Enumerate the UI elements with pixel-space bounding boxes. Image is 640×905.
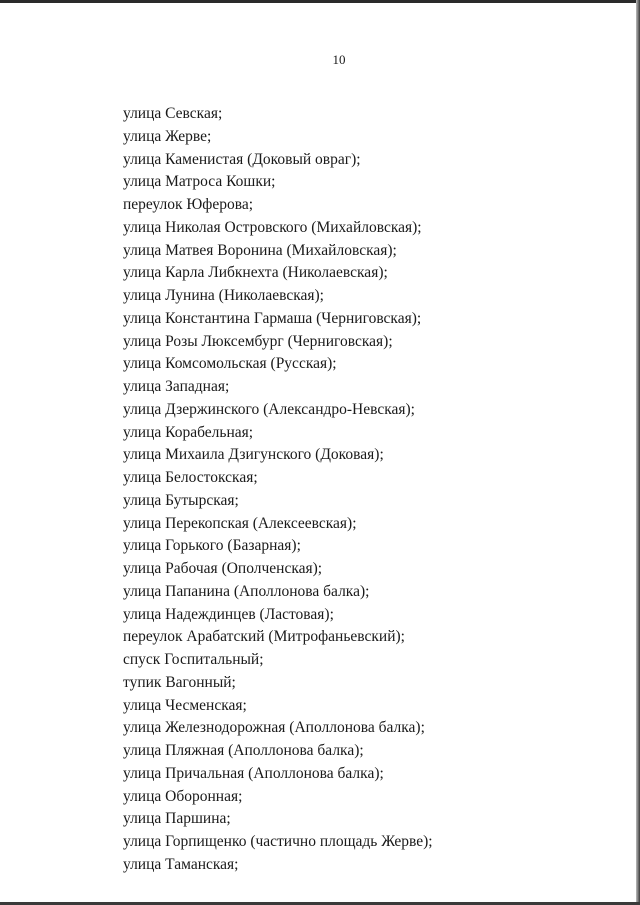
street-list-item: улица Каменистая (Доковый овраг); — [123, 150, 361, 168]
street-list-item: улица Розы Люксембург (Черниговская); — [123, 332, 393, 350]
street-list-item: улица Надеждинцев (Ластовая); — [123, 605, 334, 623]
street-list-item: улица Западная; — [123, 378, 230, 395]
street-list-item: улица Корабельная; — [123, 423, 254, 441]
street-list-item: улица Лунина (Николаевская); — [123, 287, 324, 304]
scan-border-right — [636, 0, 640, 905]
street-list-item: улица Матвея Воронина (Михайловская); — [123, 241, 397, 259]
street-list-item: улица Дзержинского (Александро-Невская); — [123, 400, 415, 418]
street-list-item: спуск Госпитальный; — [123, 651, 264, 668]
page-number: 10 — [332, 52, 346, 67]
street-list-item: улица Константина Гармаша (Черниговская); — [123, 309, 422, 327]
scan-border-top — [0, 0, 640, 3]
street-list-item: улица Жерве; — [123, 127, 212, 145]
street-list-item: улица Матроса Кошки; — [123, 173, 276, 191]
street-list-item: улица Карла Либкнехта (Николаевская); — [123, 264, 388, 282]
street-list-item: улица Железнодорожная (Аполлонова балка); — [123, 719, 425, 737]
street-list-item: переулок Арабатский (Митрофаньевский); — [123, 628, 405, 646]
street-list-item: улица Таманская; — [123, 855, 239, 873]
street-list — [123, 104, 433, 878]
street-list-item: улица Папанина (Аполлонова балка); — [123, 582, 370, 600]
street-list-item: переулок Юферова; — [123, 196, 254, 213]
street-list-item: улица Причальная (Аполлонова балка); — [123, 764, 384, 782]
street-list-item: улица Рабочая (Ополченская); — [123, 560, 323, 577]
street-list-item: улица Михаила Дзигунского (Доковая); — [123, 446, 384, 464]
street-list-item: улица Горького (Базарная); — [123, 537, 301, 555]
street-list-item: улица Комсомольская (Русская); — [123, 355, 337, 373]
street-list-item: улица Бутырская; — [123, 491, 239, 509]
street-list-item: улица Перекопская (Алексеевская); — [123, 514, 357, 532]
street-list-item: улица Чесменская; — [123, 696, 247, 714]
street-list-item: улица Паршина; — [123, 810, 231, 828]
street-list-item: улица Горпищенко (частично площадь Жерве); — [123, 833, 433, 850]
street-list-item: улица Николая Островского (Михайловская); — [123, 218, 422, 236]
street-list-item: улица Севская; — [123, 105, 223, 122]
street-list-item: улица Пляжная (Аполлонова балка); — [123, 742, 364, 759]
street-list-item: улица Белостокская; — [123, 469, 258, 486]
street-list-item: улица Оборонная; — [123, 787, 243, 805]
street-list-item: тупик Вагонный; — [123, 673, 236, 691]
